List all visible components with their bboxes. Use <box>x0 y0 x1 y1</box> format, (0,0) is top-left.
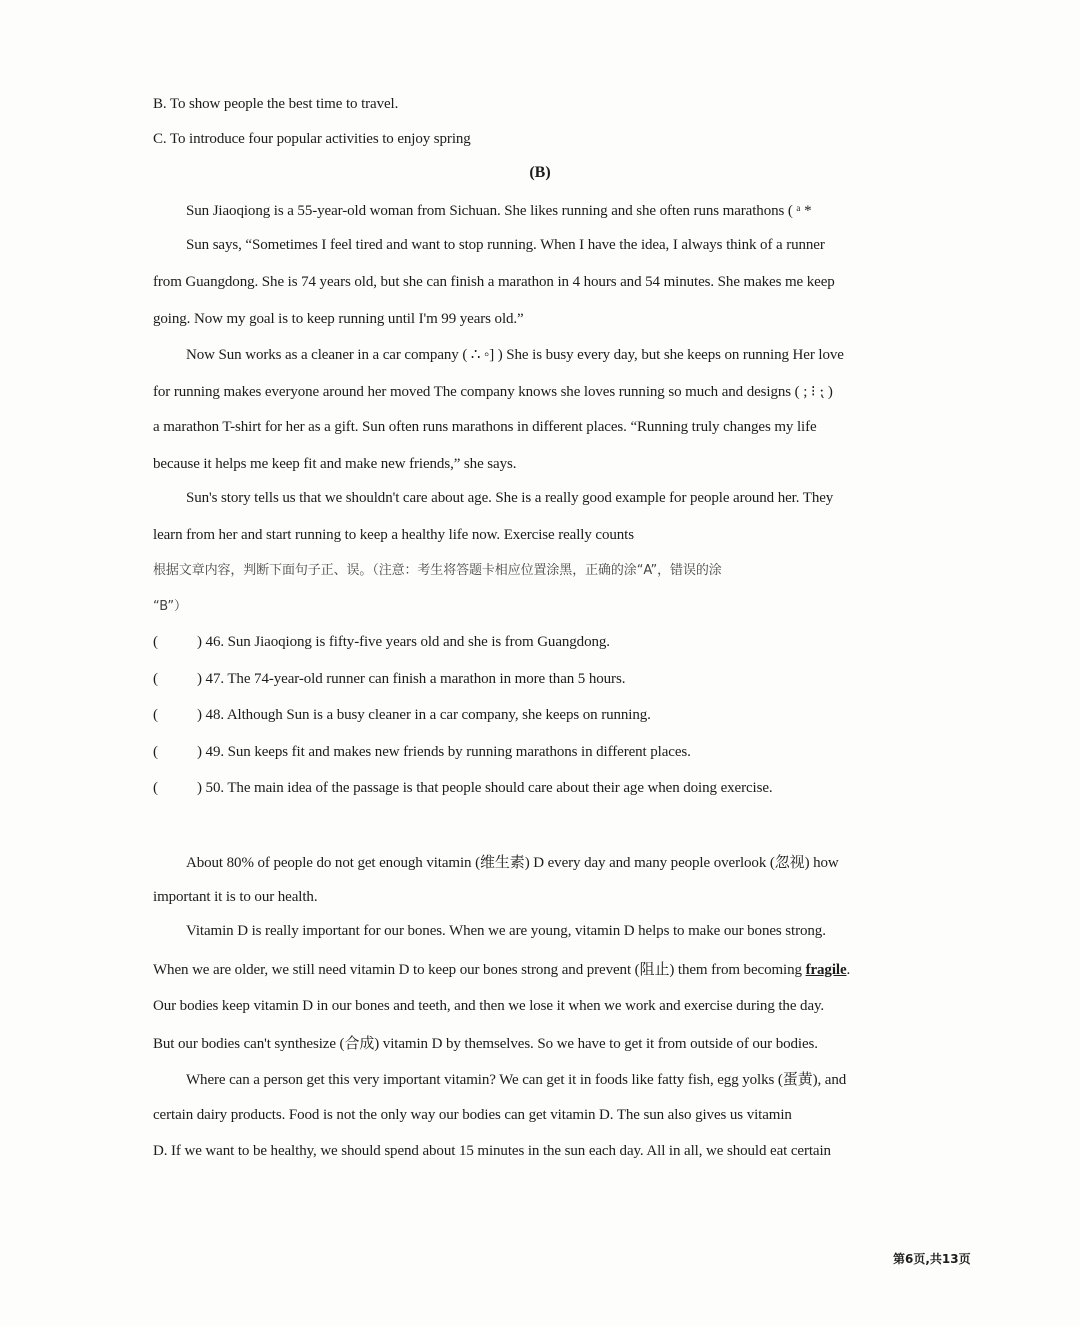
passage-b-line: Sun says, “Sometimes I feel tired and want to stop running. When I have the idea, I always think of a runner <box>186 237 825 253</box>
instruction: “B”） <box>153 599 187 614</box>
passage-c-line <box>153 960 850 980</box>
passage-c-line: About 80% of people do not get enough vitamin (维生素) D every day and many people overlook (忽视) how <box>186 855 839 871</box>
passage-c-line: certain dairy products. Food is not the only way our bodies can get vitamin D. The sun also gives us vitamin <box>153 1107 792 1123</box>
answer-bracket[interactable]: ( <box>153 780 158 796</box>
question-47 <box>153 669 625 689</box>
passage-c-line: D. If we want to be healthy, we should spend about 15 minutes in the sun each day. All in all, we should eat certain <box>153 1143 831 1159</box>
passage-b-line: for running makes everyone around her moved The company knows she loves running so much and designs ( ; ⁝ ⁏ ) <box>153 384 833 400</box>
passage-c-line: Where can a person get this very important vitamin? We can get it in foods like fatty fish, egg yolks (蛋黄), and <box>186 1072 847 1088</box>
passage-b-line: a marathon T-shirt for her as a gift. Sun often runs marathons in different places. “Running truly changes my life <box>153 419 817 435</box>
question-text: ) 48. Although Sun is a busy cleaner in a car company, she keeps on running. <box>197 707 651 723</box>
passage-b-line: Now Sun works as a cleaner in a car company ( ∴ ◦] ) She is busy every day, but she keeps on running Her love <box>186 347 844 363</box>
question-text: ) 49. Sun keeps fit and makes new friends by running marathons in different places. <box>197 744 691 760</box>
question-text: ) 50. The main idea of the passage is that people should care about their age when doing exercise. <box>197 780 773 796</box>
question-49 <box>153 742 691 762</box>
passage-c-line: But our bodies can't synthesize (合成) vitamin D by themselves. So we have to get it from outside of our bodies. <box>153 1036 818 1052</box>
passage-b-line: because it helps me keep fit and make new friends,” she says. <box>153 456 517 472</box>
question-text: ) 47. The 74-year-old runner can finish a marathon in more than 5 hours. <box>197 671 626 687</box>
passage-b-line: Sun Jiaoqiong is a 55-year-old woman from Sichuan. She likes running and she often runs marathons ( ᵃ * <box>186 203 812 219</box>
passage-b-line: from Guangdong. She is 74 years old, but she can finish a marathon in 4 hours and 54 minutes. She makes me keep <box>153 274 835 290</box>
option-b: B. To show people the best time to travel. <box>153 96 399 112</box>
question-46 <box>153 632 610 652</box>
instruction: 根据文章内容，判断下面句子正、误。（注意：考生将答题卡相应位置涂黑，正确的涂“A”，错误的涂 <box>153 563 722 578</box>
passage-c-line: Vitamin D is really important for our bones. When we are young, vitamin D helps to make our bones strong. <box>186 923 826 939</box>
question-48 <box>153 705 651 725</box>
answer-bracket[interactable]: ( <box>153 707 158 723</box>
option-c: C. To introduce four popular activities to enjoy spring <box>153 131 471 147</box>
answer-bracket[interactable]: ( <box>153 671 158 687</box>
question-50 <box>153 778 773 798</box>
section-b-title: (B) <box>529 164 551 181</box>
text-segment: When we are older, we still need vitamin D to keep our bones strong and prevent (阻止) them from becoming <box>153 962 806 978</box>
answer-bracket[interactable]: ( <box>153 744 158 760</box>
passage-c-line: Our bodies keep vitamin D in our bones and teeth, and then we lose it when we work and exercise during the day. <box>153 998 825 1014</box>
passage-b-line: going. Now my goal is to keep running until I'm 99 years old.” <box>153 311 524 327</box>
text-segment: . <box>846 962 851 978</box>
question-text: ) 46. Sun Jiaoqiong is fifty-five years old and she is from Guangdong. <box>197 634 610 650</box>
page-number: 第6页,共13页 <box>893 1252 971 1266</box>
passage-c-line: important it is to our health. <box>153 889 318 905</box>
passage-b-line: Sun's story tells us that we shouldn't care about age. She is a really good example for people around her. They <box>186 490 834 506</box>
passage-b-line: learn from her and start running to keep a healthy life now. Exercise really counts <box>153 527 634 543</box>
underlined-word: fragile <box>805 962 847 978</box>
answer-bracket[interactable]: ( <box>153 634 158 650</box>
